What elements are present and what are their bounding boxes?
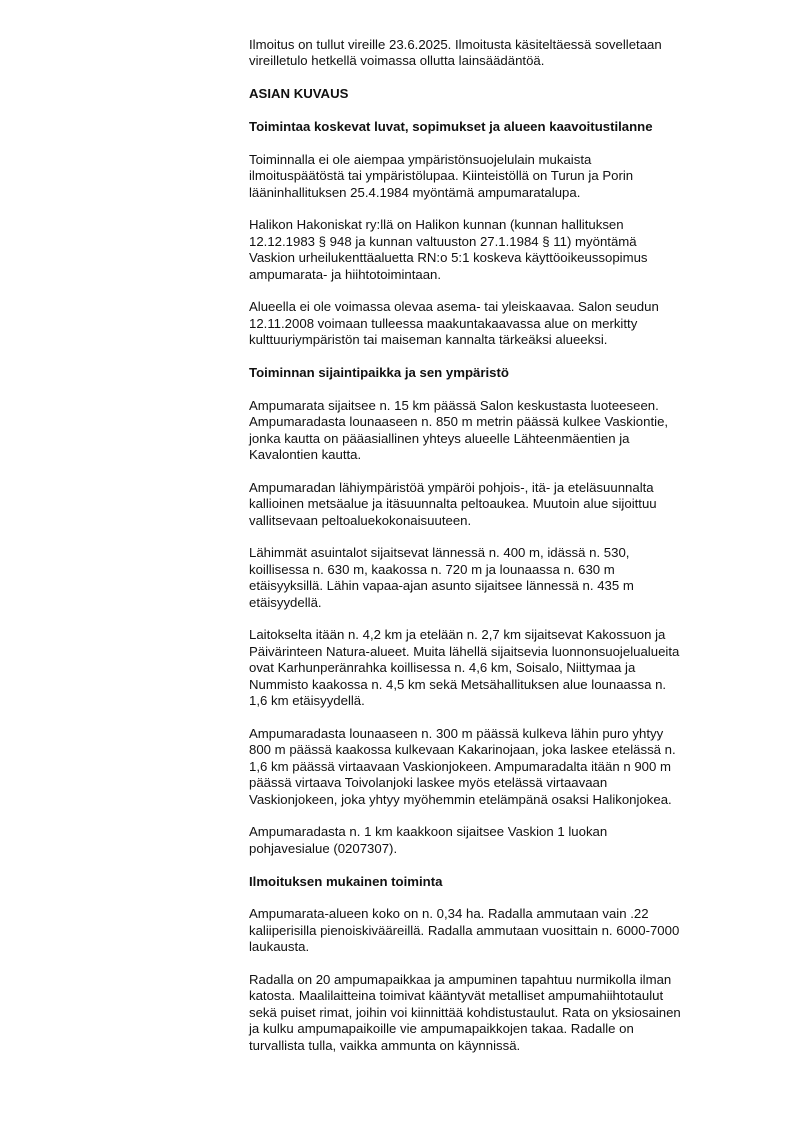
paragraph-location-5: Ampumaradasta lounaaseen n. 300 m päässä kulkeva lähin puro yhtyy 800 m päässä kaakossa kulkevaan Kakarinojaan, joka laskee etelässä n. 1,6 km päässä virtaavaan Vaskionjokeen. Ampumaradalta itään n 900 m päässä virtaava Toivolanjoki laskee myös etelässä virtaavaan Vaskionjokeen, joka yhtyy myöhemmin etelämpänä osaksi Halikonjokea. bbox=[249, 725, 676, 807]
heading-operations: Ilmoituksen mukainen toiminta bbox=[249, 873, 443, 889]
paragraph-operations-1: Ampumarata-alueen koko on n. 0,34 ha. Radalla ammutaan vain .22 kaliiperisilla pienoiskivääreillä. Radalla ammutaan vuosittain n. 6000-7000 laukausta. bbox=[249, 906, 680, 955]
paragraph-location-4: Laitokselta itään n. 4,2 km ja etelään n. 2,7 km sijaitsevat Kakossuon ja Päivärinteen Natura-alueet. Muita lähellä sijaitsevia luonnonsuojelualueita ovat Karhunperänrahka koillisessa n. 4,6 km, Soisalo, Niittymaa ja Nummisto kaakossa n. 4,5 km sekä Metsähallituksen alue lounaassa n. 1,6 km etäisyydellä. bbox=[249, 627, 680, 709]
paragraph-location-6: Ampumaradasta n. 1 km kaakkoon sijaitsee Vaskion 1 luokan pohjavesialue (0207307). bbox=[249, 824, 608, 856]
paragraph-permits-2: Halikon Hakoniskat ry:llä on Halikon kunnan (kunnan hallituksen 12.12.1983 § 948 ja kunnan valtuuston 27.1.1984 § 11) myöntämä Vaskion urheilukenttäaluetta RN:o 5:1 koskeva käyttöoikeussopimus ampumarata- ja hiihtotoimintaan. bbox=[249, 217, 648, 282]
intro-paragraph: Ilmoitus on tullut vireille 23.6.2025. Ilmoitusta käsiteltäessä sovelletaan vireilletulo hetkellä voimassa ollutta lainsäädäntöä. bbox=[249, 37, 662, 69]
paragraph-location-1: Ampumarata sijaitsee n. 15 km päässä Salon keskustasta luoteeseen. Ampumaradasta lounaaseen n. 850 m metrin päässä kulkee Vaskiontie, jonka kautta on pääasiallinen yhteys alueelle Lähteenmäentien ja Kavalontien kautta. bbox=[249, 397, 669, 463]
heading-location: Toiminnan sijaintipaikka ja sen ympäristö bbox=[249, 365, 509, 381]
paragraph-location-2: Ampumaradan lähiympäristöä ympäröi pohjois-, itä- ja eteläsuunnalta kallioinen metsäalue ja itäsuunnalta peltoaukea. Muutoin alue sijoittuu vallitsevaan peltoaluekokonaisuuteen. bbox=[249, 479, 657, 528]
document-page bbox=[249, 37, 739, 1054]
section-title: ASIAN KUVAUS bbox=[249, 86, 349, 102]
paragraph-permits-3: Alueella ei ole voimassa olevaa asema- tai yleiskaavaa. Salon seudun 12.11.2008 voimaan tulleessa maakuntakaavassa alue on merkitty kulttuuriympäristön tai maiseman kannalta tärkeäksi alueeksi. bbox=[249, 299, 659, 348]
heading-permits: Toimintaa koskevat luvat, sopimukset ja alueen kaavoitustilanne bbox=[249, 119, 653, 134]
paragraph-operations-2: Radalla on 20 ampumapaikkaa ja ampuminen tapahtuu nurmikolla ilman katosta. Maalilaitteina toimivat kääntyvät metalliset ampumahiihtotaulut sekä puiset rimat, joihin voi kiinnittää kohdistustaulut. Rata on yksiosainen ja kulku ampumapaikoille vie ampumapaikkojen takaa. Radalle on turvallista tulla, vaikka ammunta on käynnissä. bbox=[249, 971, 681, 1053]
paragraph-permits-1: Toiminnalla ei ole aiempaa ympäristönsuojelulain mukaista ilmoituspäätöstä tai ympäristölupaa. Kiinteistöllä on Turun ja Porin lääninhallituksen 25.4.1984 myöntämä ampumaratalupa. bbox=[249, 151, 634, 200]
paragraph-location-3: Lähimmät asuintalot sijaitsevat lännessä n. 400 m, idässä n. 530, koillisessa n. 630 m, kaakossa n. 720 m ja lounaassa n. 630 m etäisyyksillä. Lähin vapaa-ajan asunto sijaitsee lännessä n. 435 m etäisyydellä. bbox=[249, 545, 634, 610]
